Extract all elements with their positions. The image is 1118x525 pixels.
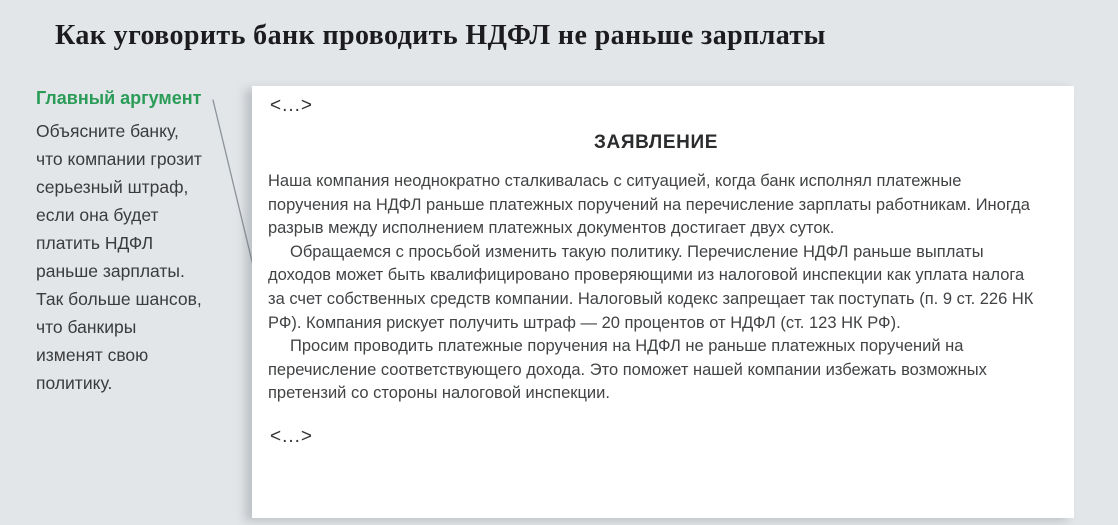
- document-paragraph: Просим проводить платежные поручения на НДФЛ не раньше платежных поручений на перечисление соответствующего дохода. Это поможет нашей компании избежать возможных претензий со стороны налоговой инспекции.: [268, 337, 987, 403]
- document-paragraph: Наша компания неоднократно сталкивалась с ситуацией, когда банк исполнял платежные поручения на НДФЛ раньше платежных поручений на перечисление зарплаты работникам. Иногда разрыв между исполнением платежных документов достигает двух суток.: [268, 172, 1030, 238]
- document-heading: ЗАЯВЛЕНИЕ: [594, 132, 718, 153]
- omission-mark-top: <...>: [270, 95, 314, 116]
- page-title: Как уговорить банк проводить НДФЛ не раньше зарплаты: [55, 20, 826, 51]
- document-paragraph: Обращаемся с просьбой изменить такую политику. Перечисление НДФЛ раньше выплаты доходов может быть квалифицировано проверяющими из налоговой инспекции как уплата налога за счет собственных средств компании. Налоговый кодекс запрещает так поступать (п. 9 ст. 226 НК РФ). Компания рискует получить штраф — 20 процентов от НДФЛ (ст. 123 НК РФ).: [268, 242, 1034, 332]
- callout-text: Объясните банку, что компании грозит серьезный штраф, если она будет платить НДФЛ раньше зарплаты. Так больше шансов, что банкиры изменят свою политику.: [36, 121, 202, 393]
- omission-mark-bottom: <...>: [270, 425, 314, 447]
- callout-sidebar: [36, 88, 204, 397]
- application-letter-page: [252, 86, 1074, 518]
- callout-heading: Главный аргумент: [36, 88, 202, 108]
